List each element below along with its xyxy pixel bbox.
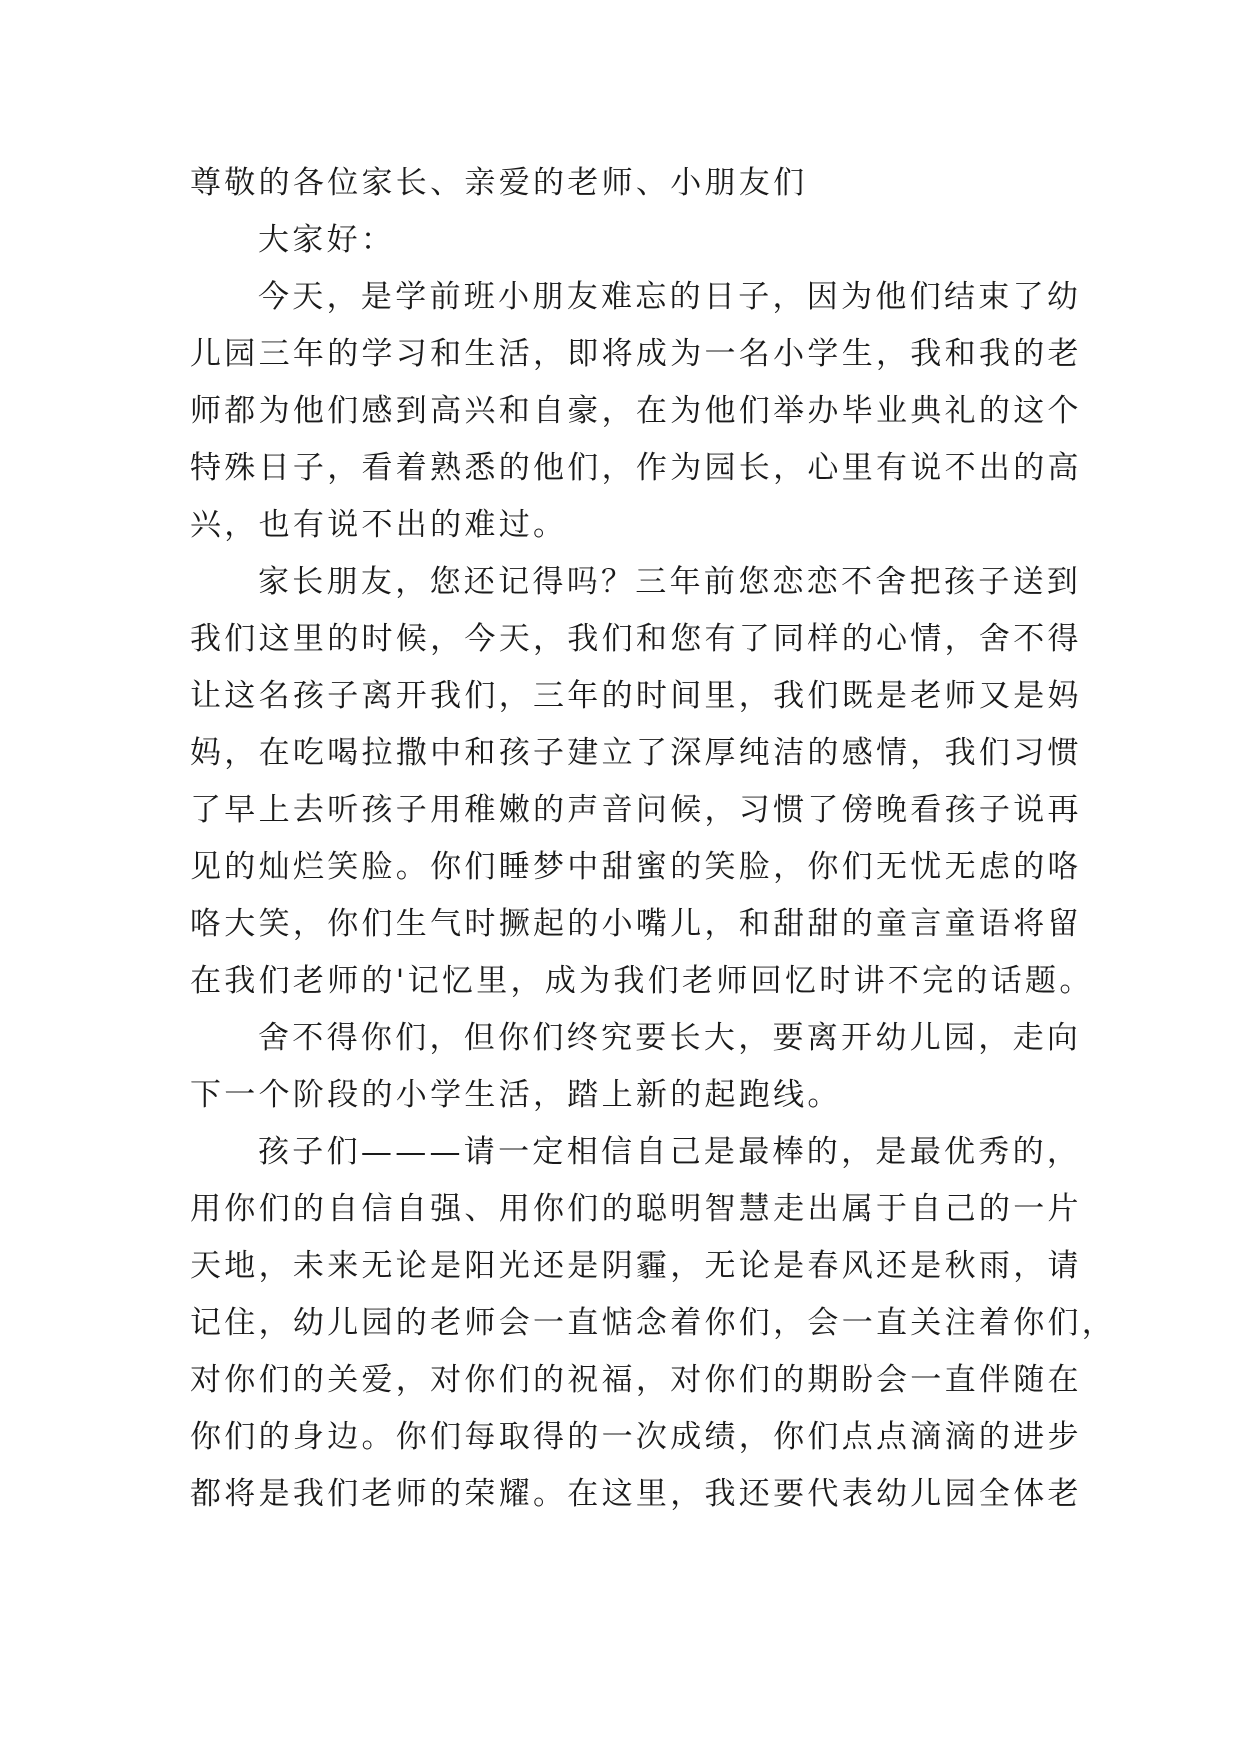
salutation-line: 尊敬的各位家长、亲爱的老师、小朋友们 [190, 165, 808, 201]
text-line: 记住，幼儿园的老师会一直惦念着你们，会一直关注着你们， [190, 1305, 1117, 1341]
text-line: 对你们的关爱，对你们的祝福，对你们的期盼会一直伴随在 [190, 1362, 1082, 1398]
text-line: 都将是我们老师的荣耀。在这里，我还要代表幼儿园全体老 [190, 1476, 1082, 1512]
text-line: 孩子们———请一定相信自己是最棒的，是最优秀的， [258, 1134, 1082, 1170]
text-line: 咯大笑，你们生气时撅起的小嘴儿，和甜甜的童言童语将留 [190, 906, 1082, 942]
text-line: 天地，未来无论是阳光还是阴霾，无论是春风还是秋雨，请 [190, 1248, 1082, 1284]
text-line: 下一个阶段的小学生活，踏上新的起跑线。 [190, 1077, 842, 1113]
greeting-line: 大家好： [258, 222, 396, 258]
text-line: 了早上去听孩子用稚嫩的声音问候，习惯了傍晚看孩子说再 [190, 792, 1082, 828]
text-line: 你们的身边。你们每取得的一次成绩，你们点点滴滴的进步 [190, 1419, 1082, 1455]
text-line: 让这名孩子离开我们，三年的时间里，我们既是老师又是妈 [190, 678, 1082, 714]
text-line: 见的灿烂笑脸。你们睡梦中甜蜜的笑脸，你们无忧无虑的咯 [190, 849, 1082, 885]
text-line: 用你们的自信自强、用你们的聪明智慧走出属于自己的一片 [190, 1191, 1082, 1227]
text-line: 特殊日子，看着熟悉的他们，作为园长，心里有说不出的高 [190, 450, 1082, 486]
text-line: 家长朋友，您还记得吗？三年前您恋恋不舍把孩子送到 [258, 564, 1082, 600]
speech-text [190, 155, 1117, 1523]
text-line: 舍不得你们，但你们终究要长大，要离开幼儿园，走向 [258, 1020, 1082, 1056]
text-line: 兴，也有说不出的难过。 [190, 507, 568, 543]
text-line: 我们这里的时候，今天，我们和您有了同样的心情，舍不得 [190, 621, 1082, 657]
text-line: 今天，是学前班小朋友难忘的日子，因为他们结束了幼 [258, 279, 1082, 315]
text-line: 妈，在吃喝拉撒中和孩子建立了深厚纯洁的感情，我们习惯 [190, 735, 1082, 771]
text-line: 在我们老师的'记忆里，成为我们老师回忆时讲不完的话题。 [190, 963, 1094, 999]
text-line: 师都为他们感到高兴和自豪，在为他们举办毕业典礼的这个 [190, 393, 1082, 429]
text-line: 儿园三年的学习和生活，即将成为一名小学生，我和我的老 [190, 336, 1082, 372]
